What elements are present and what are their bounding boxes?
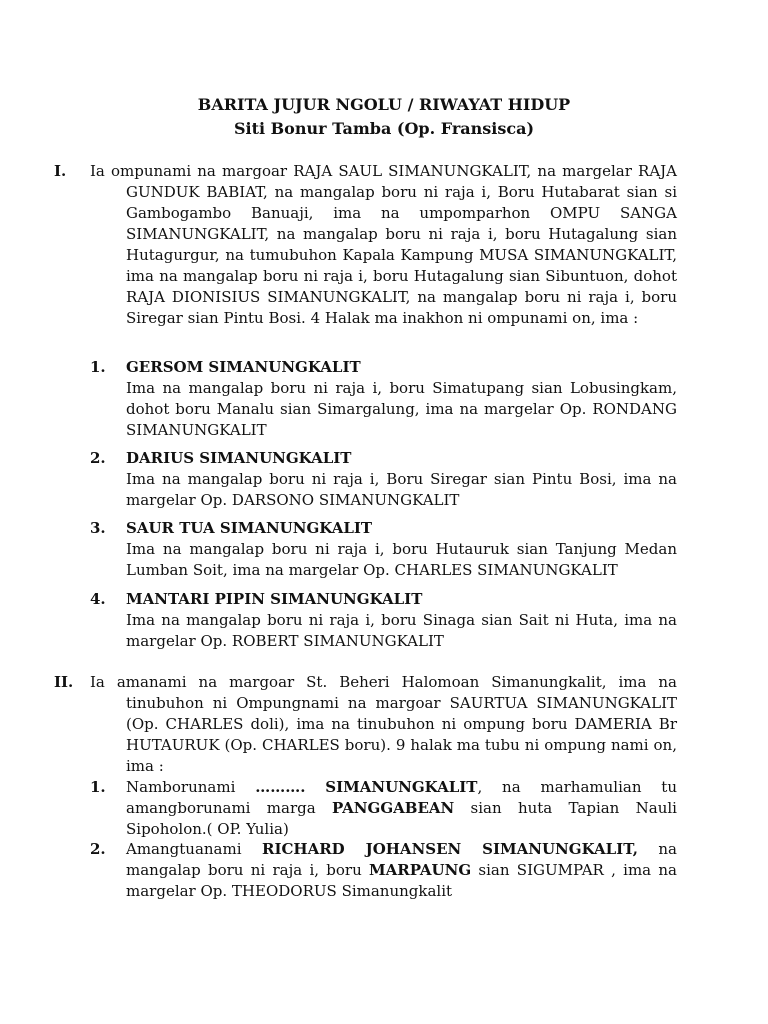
section-2-item-2 (126, 839, 677, 902)
section-1-item-3-number: 3. (90, 519, 106, 537)
section-2-number: II. (54, 673, 74, 691)
text-run-bold: PANGGABEAN (331, 799, 455, 817)
text-run: sian huta Tapian Nauli Sipoholon.( OP. Yulia) (126, 799, 677, 838)
section-2-item-1-number: 1. (90, 778, 106, 796)
item-heading: SAUR TUA SIMANUNGKALIT (126, 519, 373, 537)
section-1-item-4-number: 4. (90, 590, 106, 608)
text-run-bold: SIMANUNGKALIT (325, 778, 478, 796)
section-1-item-1-number: 1. (90, 358, 106, 376)
text-run-bold: RICHARD JOHANSEN SIMANUNGKALIT, (261, 840, 638, 858)
section-1-item-3 (126, 518, 677, 581)
section-2-item-2-number: 2. (90, 840, 106, 858)
item-heading: GERSOM SIMANUNGKALIT (126, 358, 361, 376)
section-1-item-1 (126, 357, 677, 441)
item-heading: DARIUS SIMANUNGKALIT (126, 449, 352, 467)
text-run-bold: ………. (255, 778, 306, 796)
item-body: Ima na mangalap boru ni raja i, boru Simatupang sian Lobusingkam, dohot boru Manalu sian Simargalung, ima na margelar Op. RONDANG SIMANUNGKALIT (126, 379, 677, 439)
text-run (305, 778, 325, 796)
section-1-text (90, 161, 677, 329)
item-heading: MANTARI PIPIN SIMANUNGKALIT (126, 590, 423, 608)
section-1-paragraph: Ia ompunami na margoar RAJA SAUL SIMANUNGKALIT, na margelar RAJA GUNDUK BABIAT, na mangalap boru ni raja i, Boru Hutabarat sian si Gambogambo Banuaji, ima na umpomparhon OMPU SANGA SIMANUNGKALIT, na mangalap boru ni raja i, boru Hutagalung sian Hutagurgur, na tumubuhon Kapala Kampung MUSA SIMANUNGKALIT, ima na mangalap boru ni raja i, boru Hutagalung sian Sibuntuon, dohot RAJA DIONISIUS SIMANUNGKALIT, na mangalap boru ni raja i, boru Siregar sian Pintu Bosi. 4 Halak ma inakhon ni ompunami on, ima : (90, 162, 677, 327)
text-run: na mangalap boru ni raja i, boru (126, 840, 677, 879)
section-2-text (90, 672, 677, 777)
section-1-item-4 (126, 589, 677, 652)
text-run-bold: MARPAUNG (369, 861, 472, 879)
document-title: BARITA JUJUR NGOLU / RIWAYAT HIDUP (197, 95, 571, 114)
section-1-item-2-number: 2. (90, 449, 106, 467)
item-body: Ima na mangalap boru ni raja i, boru Hutauruk sian Tanjung Medan Lumban Soit, ima na margelar Op. CHARLES SIMANUNGKALIT (126, 540, 677, 579)
text-run: Amangtuanami (126, 840, 262, 858)
text-run: Namborunami (126, 778, 256, 796)
text-run: sian SIGUMPAR , ima na margelar Op. THEODORUS Simanungkalit (126, 861, 677, 900)
section-1-number: I. (54, 162, 67, 180)
text-run: , na marhamulian tu amangborunami marga (126, 778, 677, 817)
section-1-item-2 (126, 448, 677, 511)
section-2-paragraph: Ia amanami na margoar St. Beheri Halomoan Simanungkalit, ima na tinubuhon ni Ompungnami na margoar SAURTUA SIMANUNGKALIT (Op. CHARLES doli), ima na tinubuhon ni ompung boru DAMERIA Br HUTAURUK (Op. CHARLES boru). 9 halak ma tubu ni ompung nami on, ima : (90, 673, 677, 775)
section-2-item-1 (126, 777, 677, 840)
item-body: Ima na mangalap boru ni raja i, Boru Siregar sian Pintu Bosi, ima na margelar Op. DARSONO SIMANUNGKALIT (126, 470, 677, 509)
document-subtitle: Siti Bonur Tamba (Op. Fransisca) (233, 119, 535, 138)
item-body: Ima na mangalap boru ni raja i, boru Sinaga sian Sait ni Huta, ima na margelar Op. ROBERT SIMANUNGKALIT (126, 611, 677, 650)
